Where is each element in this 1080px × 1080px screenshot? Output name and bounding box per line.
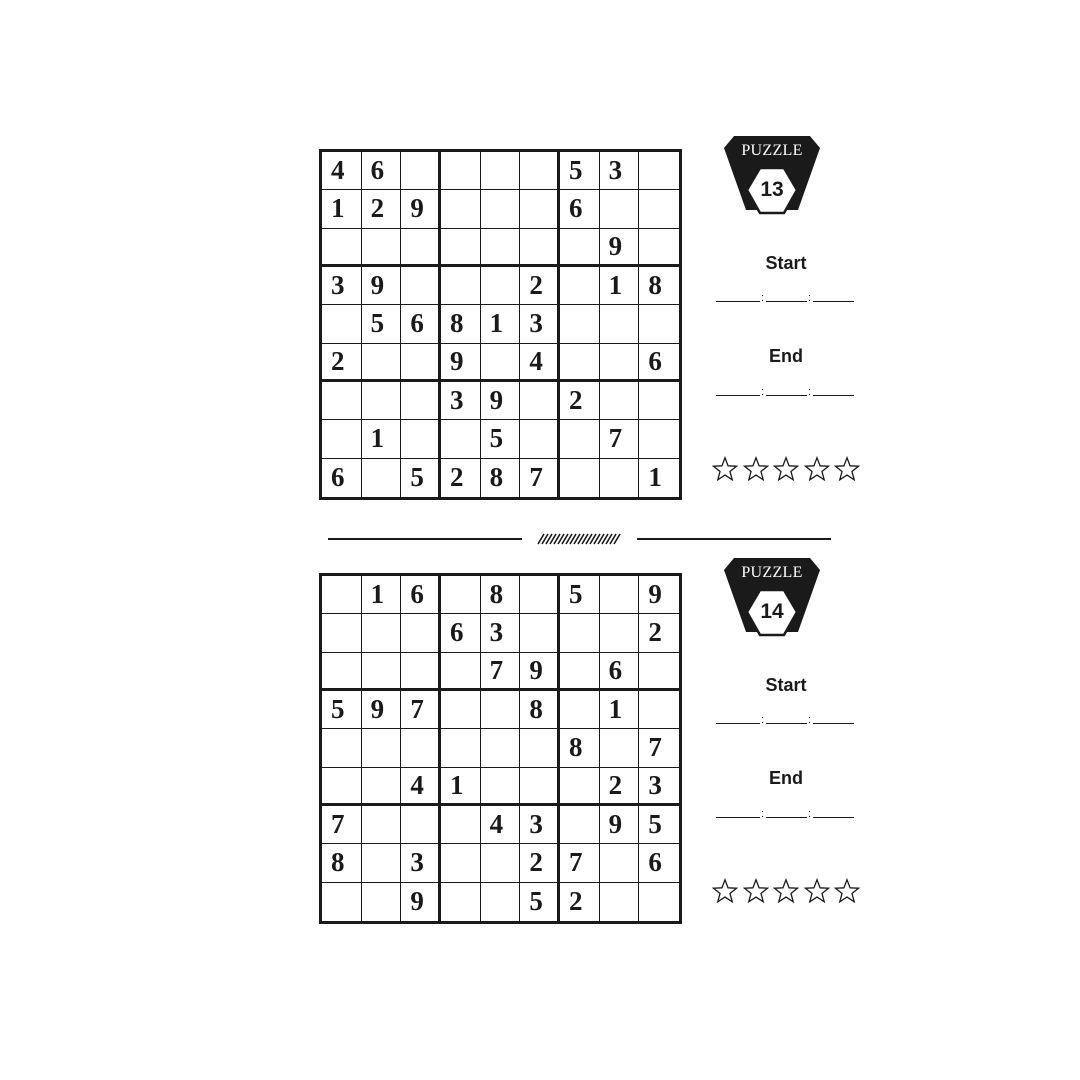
sudoku-empty-cell[interactable] — [639, 190, 679, 228]
sudoku-given-cell: 8 — [560, 729, 600, 767]
sudoku-given-cell: 9 — [362, 267, 402, 305]
sudoku-given-cell: 9 — [401, 190, 441, 228]
sudoku-empty-cell[interactable] — [560, 344, 600, 382]
sudoku-empty-cell[interactable] — [520, 382, 560, 420]
sudoku-given-cell: 6 — [401, 305, 441, 343]
sudoku-empty-cell[interactable] — [322, 382, 362, 420]
sudoku-empty-cell[interactable] — [560, 653, 600, 691]
sudoku-given-cell: 9 — [362, 691, 402, 729]
divider-line-left — [328, 538, 522, 540]
sudoku-empty-cell[interactable] — [401, 729, 441, 767]
sudoku-given-cell: 6 — [639, 844, 679, 882]
sudoku-empty-cell[interactable] — [560, 614, 600, 652]
end-time-field[interactable] — [716, 804, 856, 818]
sudoku-given-cell: 3 — [401, 844, 441, 882]
sudoku-empty-cell[interactable] — [441, 420, 481, 458]
start-label: Start — [765, 253, 807, 273]
sudoku-given-cell: 6 — [600, 653, 640, 691]
sudoku-empty-cell[interactable] — [401, 806, 441, 844]
sudoku-given-cell: 2 — [441, 459, 481, 497]
sudoku-given-cell: 2 — [322, 344, 362, 382]
sudoku-given-cell: 1 — [600, 691, 640, 729]
sudoku-empty-cell[interactable] — [362, 614, 402, 652]
sudoku-given-cell: 2 — [520, 844, 560, 882]
sudoku-empty-cell[interactable] — [639, 691, 679, 729]
sudoku-given-cell: 6 — [441, 614, 481, 652]
sudoku-given-cell: 9 — [481, 382, 521, 420]
sudoku-empty-cell[interactable] — [481, 729, 521, 767]
sudoku-empty-cell[interactable] — [600, 883, 640, 921]
time-colon: : — [808, 292, 812, 304]
sudoku-empty-cell[interactable] — [600, 344, 640, 382]
sudoku-empty-cell[interactable] — [560, 420, 600, 458]
puzzle-badge-13 — [722, 132, 822, 216]
sudoku-empty-cell[interactable] — [441, 229, 481, 267]
sudoku-empty-cell[interactable] — [520, 420, 560, 458]
sudoku-empty-cell[interactable] — [600, 614, 640, 652]
star-outline-icon[interactable] — [743, 456, 769, 482]
sudoku-given-cell: 2 — [600, 768, 640, 806]
time-colon: : — [808, 808, 812, 820]
sudoku-empty-cell[interactable] — [481, 267, 521, 305]
sudoku-given-cell: 7 — [401, 691, 441, 729]
sudoku-empty-cell[interactable] — [322, 768, 362, 806]
sudoku-given-cell: 1 — [441, 768, 481, 806]
hatched-divider-icon — [536, 533, 624, 545]
time-colon: : — [761, 714, 765, 726]
sudoku-given-cell: 7 — [560, 844, 600, 882]
sudoku-empty-cell[interactable] — [520, 614, 560, 652]
sudoku-given-cell: 9 — [520, 653, 560, 691]
sudoku-empty-cell[interactable] — [560, 806, 600, 844]
sudoku-empty-cell[interactable] — [441, 152, 481, 190]
end-label: End — [769, 768, 803, 788]
sudoku-given-cell: 8 — [639, 267, 679, 305]
sudoku-empty-cell[interactable] — [441, 691, 481, 729]
puzzle-badge-14 — [722, 554, 822, 638]
sudoku-given-cell: 7 — [639, 729, 679, 767]
sudoku-empty-cell[interactable] — [401, 614, 441, 652]
sudoku-empty-cell[interactable] — [639, 305, 679, 343]
star-outline-icon[interactable] — [712, 456, 738, 482]
sudoku-given-cell: 1 — [600, 267, 640, 305]
sudoku-given-cell: 2 — [520, 267, 560, 305]
sudoku-empty-cell[interactable] — [560, 691, 600, 729]
sudoku-empty-cell[interactable] — [441, 844, 481, 882]
star-outline-icon[interactable] — [834, 456, 860, 482]
sudoku-given-cell: 1 — [322, 190, 362, 228]
sudoku-empty-cell[interactable] — [441, 806, 481, 844]
start-time-field[interactable] — [716, 710, 856, 724]
sudoku-empty-cell[interactable] — [401, 420, 441, 458]
sudoku-empty-cell[interactable] — [481, 229, 521, 267]
sudoku-given-cell: 4 — [520, 344, 560, 382]
sudoku-empty-cell[interactable] — [322, 229, 362, 267]
star-outline-icon[interactable] — [773, 878, 799, 904]
sudoku-empty-cell[interactable] — [401, 653, 441, 691]
sudoku-empty-cell[interactable] — [362, 229, 402, 267]
sudoku-empty-cell[interactable] — [600, 305, 640, 343]
sudoku-empty-cell[interactable] — [441, 576, 481, 614]
sudoku-given-cell: 3 — [441, 382, 481, 420]
sudoku-given-cell: 6 — [560, 190, 600, 228]
sudoku-empty-cell[interactable] — [362, 883, 402, 921]
sudoku-empty-cell[interactable] — [600, 729, 640, 767]
sudoku-empty-cell[interactable] — [520, 229, 560, 267]
sudoku-given-cell: 6 — [639, 344, 679, 382]
puzzle-label: PUZZLE — [741, 564, 803, 581]
sudoku-given-cell: 5 — [322, 691, 362, 729]
sudoku-given-cell: 3 — [520, 806, 560, 844]
sudoku-empty-cell[interactable] — [639, 653, 679, 691]
sudoku-empty-cell[interactable] — [441, 883, 481, 921]
sudoku-empty-cell[interactable] — [639, 382, 679, 420]
sudoku-empty-cell[interactable] — [639, 420, 679, 458]
sudoku-given-cell: 6 — [362, 152, 402, 190]
sudoku-empty-cell[interactable] — [481, 190, 521, 228]
sudoku-empty-cell[interactable] — [560, 305, 600, 343]
sudoku-given-cell: 1 — [362, 576, 402, 614]
sudoku-empty-cell[interactable] — [600, 844, 640, 882]
sudoku-empty-cell[interactable] — [560, 768, 600, 806]
sudoku-given-cell: 3 — [639, 768, 679, 806]
sudoku-given-cell: 9 — [600, 229, 640, 267]
sudoku-given-cell: 7 — [322, 806, 362, 844]
sudoku-empty-cell[interactable] — [481, 691, 521, 729]
sudoku-empty-cell[interactable] — [481, 152, 521, 190]
puzzle-number: 14 — [760, 600, 784, 623]
sudoku-given-cell: 8 — [441, 305, 481, 343]
sudoku-given-cell: 9 — [639, 576, 679, 614]
sudoku-empty-cell[interactable] — [441, 729, 481, 767]
sudoku-empty-cell[interactable] — [481, 883, 521, 921]
sudoku-empty-cell[interactable] — [560, 267, 600, 305]
sudoku-empty-cell[interactable] — [481, 768, 521, 806]
rating-stars[interactable] — [712, 878, 862, 908]
sudoku-empty-cell[interactable] — [560, 459, 600, 497]
sudoku-given-cell: 8 — [481, 576, 521, 614]
sudoku-given-cell: 9 — [600, 806, 640, 844]
sudoku-given-cell: 3 — [322, 267, 362, 305]
puzzle-label: PUZZLE — [741, 142, 803, 159]
sudoku-empty-cell[interactable] — [520, 152, 560, 190]
sudoku-given-cell: 4 — [481, 806, 521, 844]
sudoku-given-cell: 2 — [560, 382, 600, 420]
sudoku-given-cell: 7 — [600, 420, 640, 458]
sudoku-empty-cell[interactable] — [600, 459, 640, 497]
sudoku-empty-cell[interactable] — [362, 382, 402, 420]
sudoku-given-cell: 9 — [441, 344, 481, 382]
time-colon: : — [808, 386, 812, 398]
time-colon: : — [808, 714, 812, 726]
sudoku-empty-cell[interactable] — [362, 729, 402, 767]
end-time-field[interactable] — [716, 382, 856, 396]
sudoku-given-cell: 8 — [481, 459, 521, 497]
sudoku-given-cell: 5 — [362, 305, 402, 343]
sudoku-given-cell: 8 — [520, 691, 560, 729]
star-outline-icon[interactable] — [804, 456, 830, 482]
sudoku-empty-cell[interactable] — [362, 344, 402, 382]
sudoku-empty-cell[interactable] — [600, 190, 640, 228]
sudoku-empty-cell[interactable] — [401, 229, 441, 267]
sudoku-empty-cell[interactable] — [520, 729, 560, 767]
star-outline-icon[interactable] — [773, 456, 799, 482]
sudoku-empty-cell[interactable] — [481, 844, 521, 882]
sudoku-empty-cell[interactable] — [362, 844, 402, 882]
sudoku-empty-cell[interactable] — [441, 653, 481, 691]
sudoku-empty-cell[interactable] — [520, 768, 560, 806]
time-colon: : — [761, 292, 765, 304]
sudoku-given-cell: 5 — [560, 152, 600, 190]
sudoku-empty-cell[interactable] — [322, 420, 362, 458]
time-colon: : — [761, 808, 765, 820]
star-outline-icon[interactable] — [743, 878, 769, 904]
sudoku-empty-cell[interactable] — [322, 576, 362, 614]
sudoku-given-cell: 5 — [560, 576, 600, 614]
sudoku-empty-cell[interactable] — [441, 267, 481, 305]
sudoku-given-cell: 1 — [648, 462, 662, 493]
sudoku-empty-cell[interactable] — [600, 576, 640, 614]
sudoku-given-cell: 3 — [481, 614, 521, 652]
sudoku-empty-cell[interactable] — [362, 653, 402, 691]
sudoku-given-cell: 5 — [401, 459, 441, 497]
rating-stars[interactable] — [712, 456, 862, 486]
sudoku-empty-cell[interactable] — [481, 344, 521, 382]
sudoku-empty-cell[interactable] — [362, 768, 402, 806]
sudoku-given-cell: 2 — [639, 614, 679, 652]
sudoku-given-cell: 1 — [481, 305, 521, 343]
sudoku-given-cell: 7 — [520, 459, 560, 497]
sudoku-given-cell: 2 — [362, 190, 402, 228]
sudoku-empty-cell[interactable] — [362, 459, 402, 497]
sudoku-empty-cell[interactable] — [560, 229, 600, 267]
star-outline-icon[interactable] — [712, 878, 738, 904]
sudoku-empty-cell[interactable] — [401, 152, 441, 190]
sudoku-given-cell: 5 — [639, 806, 679, 844]
sudoku-given-cell: 4 — [322, 152, 362, 190]
start-label: Start — [765, 675, 807, 695]
sudoku-given-cell: 5 — [481, 420, 521, 458]
sudoku-empty-cell[interactable] — [520, 190, 560, 228]
sudoku-given-cell: 3 — [600, 152, 640, 190]
sudoku-grid-13 — [319, 149, 682, 500]
sudoku-given-cell: 5 — [520, 883, 560, 921]
time-colon: : — [761, 386, 765, 398]
sudoku-given-cell: 8 — [322, 844, 362, 882]
sudoku-given-cell: 6 — [401, 576, 441, 614]
divider-line-right — [637, 538, 831, 540]
sudoku-empty-cell[interactable] — [322, 614, 362, 652]
sudoku-empty-cell[interactable] — [441, 190, 481, 228]
sudoku-grid-14 — [319, 573, 682, 924]
sudoku-empty-cell[interactable] — [322, 653, 362, 691]
sudoku-given-cell: 1 — [362, 420, 402, 458]
sudoku-empty-cell[interactable] — [639, 229, 679, 267]
sudoku-empty-cell[interactable] — [600, 382, 640, 420]
sudoku-empty-cell[interactable] — [362, 806, 402, 844]
sudoku-empty-cell[interactable] — [401, 344, 441, 382]
sudoku-given-cell: 6 — [322, 459, 362, 497]
sudoku-given-cell: 9 — [401, 883, 441, 921]
puzzle-number: 13 — [760, 178, 784, 201]
star-outline-icon[interactable] — [804, 878, 830, 904]
sudoku-empty-cell[interactable] — [322, 883, 362, 921]
sudoku-given-cell: 3 — [520, 305, 560, 343]
sudoku-empty-cell[interactable] — [639, 152, 679, 190]
sudoku-empty-cell[interactable] — [322, 729, 362, 767]
sudoku-empty-cell[interactable] — [639, 883, 679, 921]
sudoku-given-cell: 2 — [560, 883, 600, 921]
sudoku-given-cell: 4 — [401, 768, 441, 806]
sudoku-empty-cell[interactable] — [401, 267, 441, 305]
sudoku-given-cell: 7 — [481, 653, 521, 691]
start-time-field[interactable] — [716, 288, 856, 302]
sudoku-empty-cell[interactable] — [322, 305, 362, 343]
sudoku-empty-cell[interactable] — [401, 382, 441, 420]
sudoku-empty-cell[interactable] — [520, 576, 560, 614]
end-label: End — [769, 346, 803, 366]
star-outline-icon[interactable] — [834, 878, 860, 904]
